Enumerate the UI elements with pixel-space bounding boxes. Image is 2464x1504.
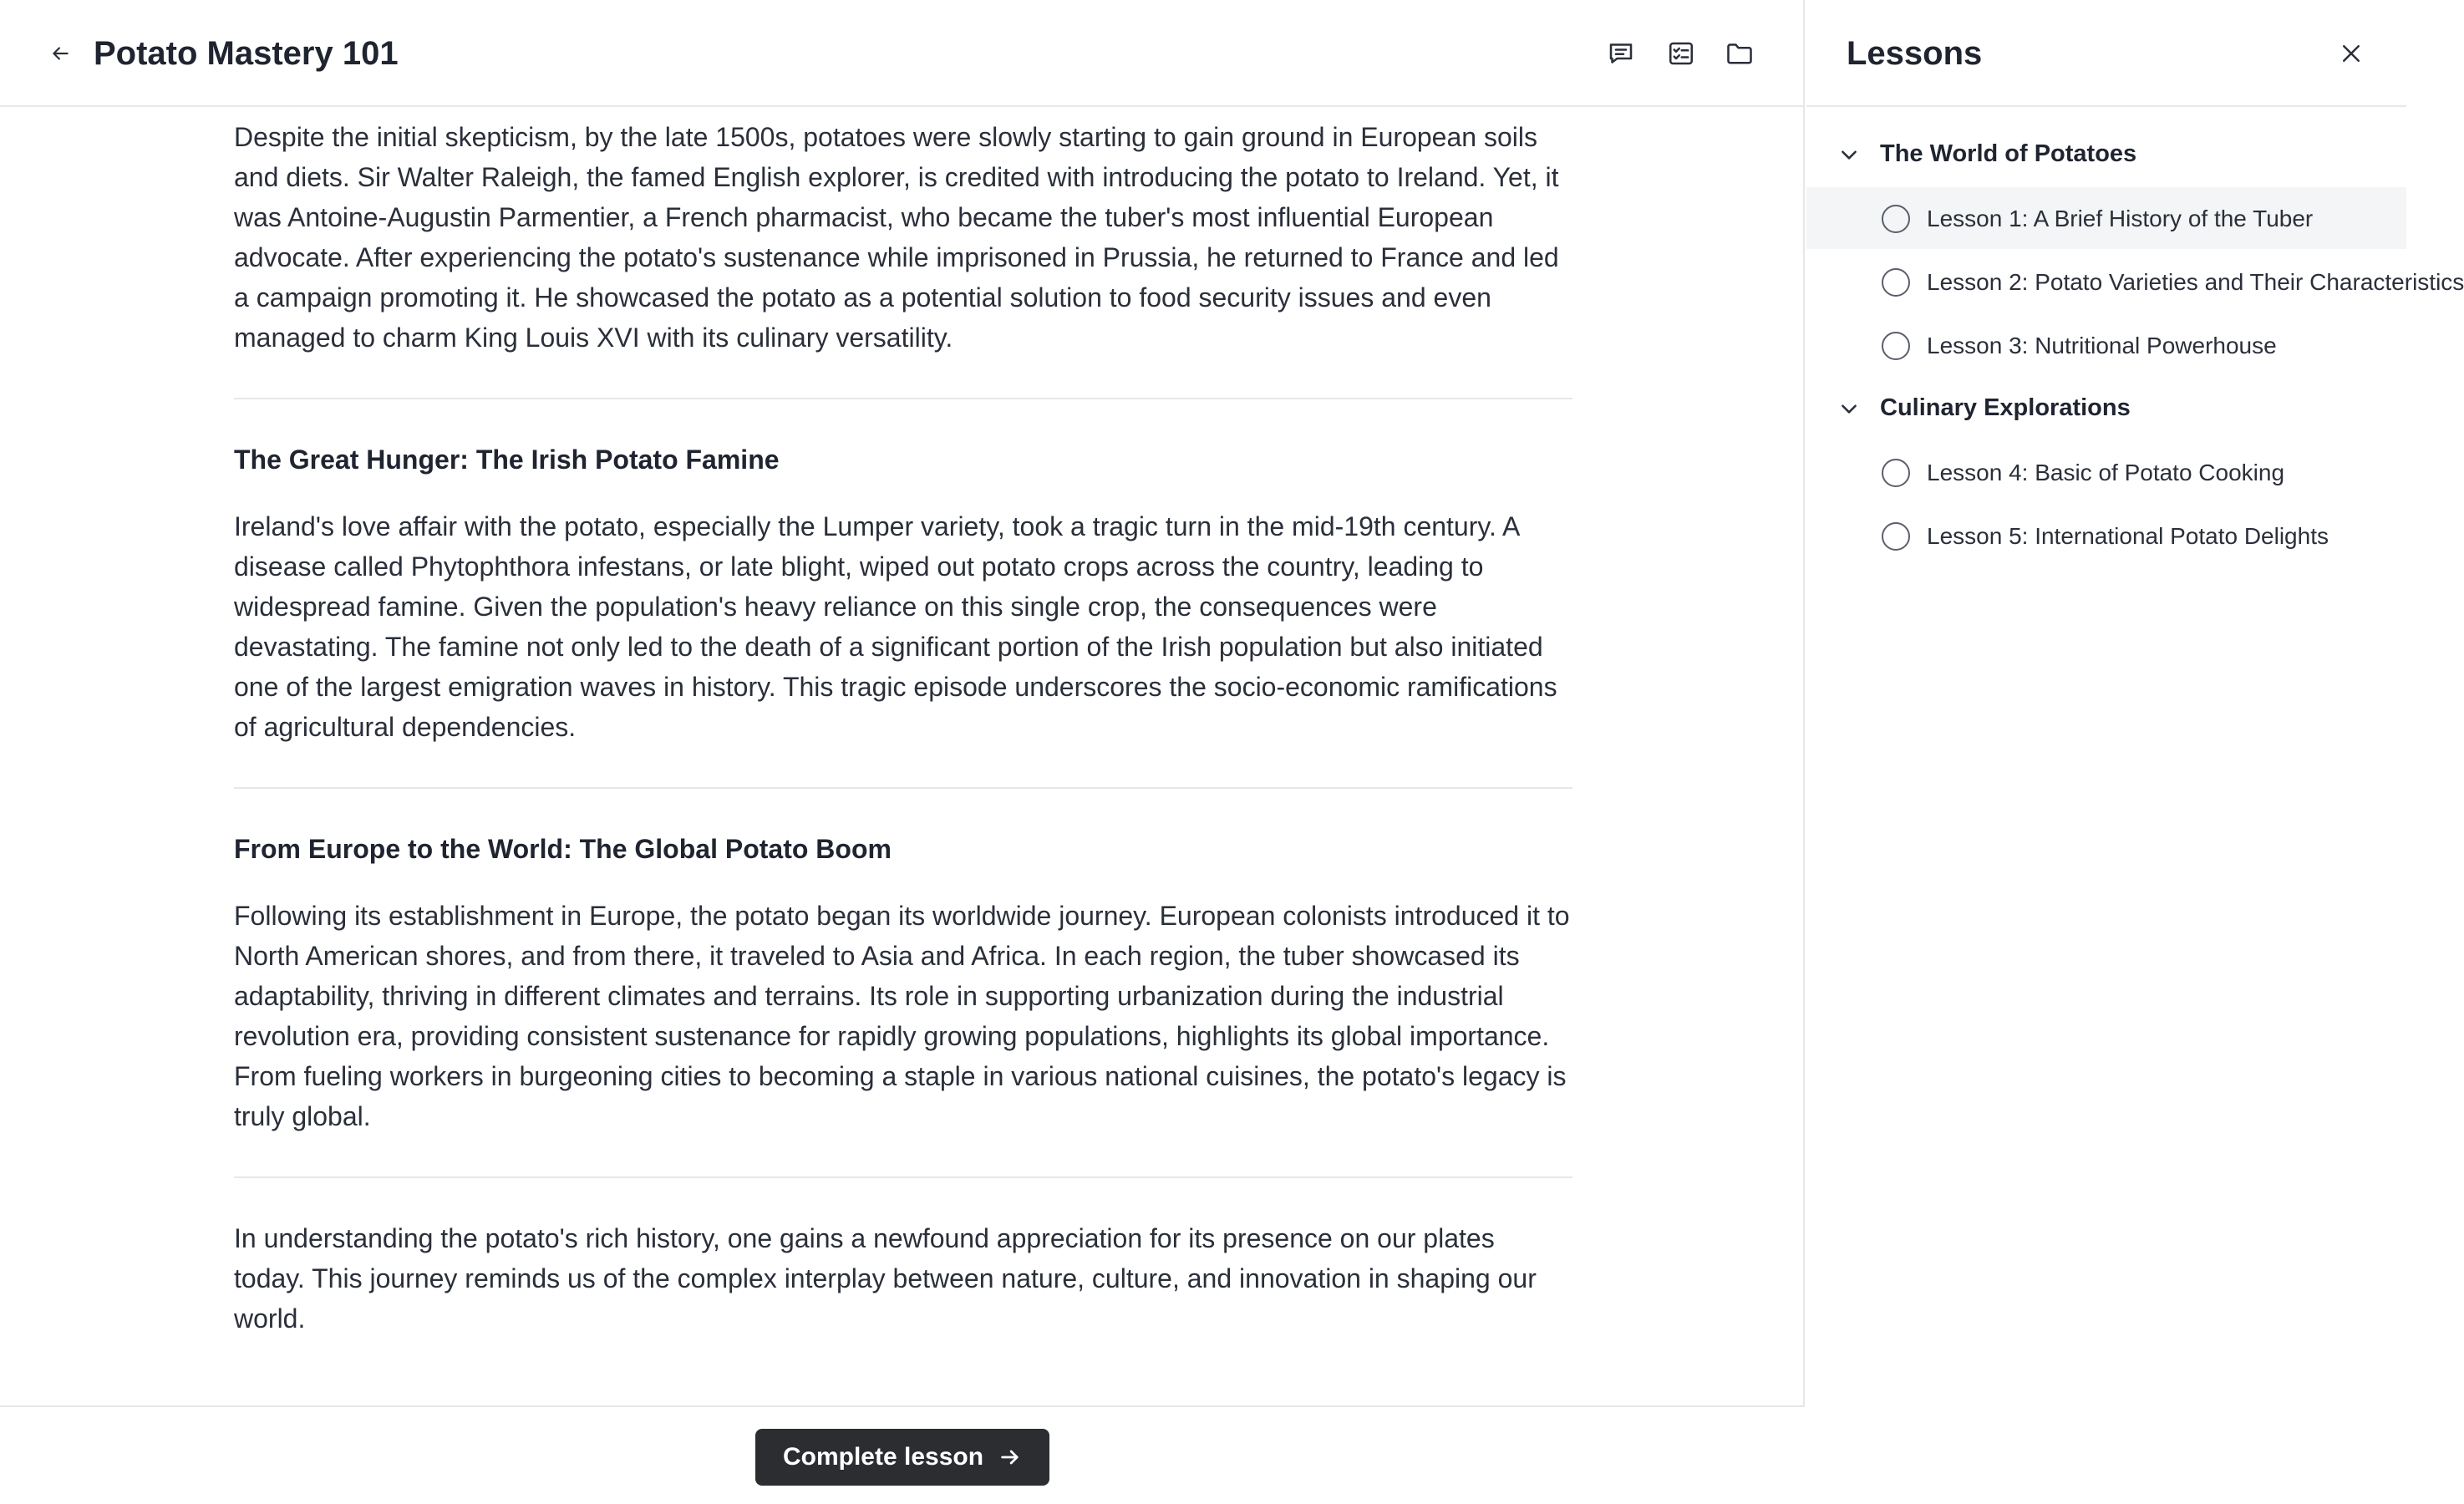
discussion-button[interactable] [1603, 35, 1639, 72]
complete-lesson-label: Complete lesson [782, 1443, 984, 1471]
divider [234, 398, 1572, 399]
checklist-button[interactable] [1663, 35, 1699, 72]
lesson-item-2[interactable] [1806, 251, 2464, 312]
lesson-label: Lesson 3: Nutritional Powerhouse [1927, 333, 2277, 358]
back-button[interactable] [43, 37, 77, 70]
course-title: Potato Mastery 101 [94, 35, 399, 72]
resources-button[interactable] [1721, 35, 1758, 72]
chevron-down-icon [1838, 398, 1860, 419]
lesson-label: Lesson 2: Potato Varieties and Their Characteristics [1927, 269, 2464, 295]
lessons-sidebar [1806, 0, 2464, 1504]
arrow-left-icon [49, 43, 71, 64]
section-title: The World of Potatoes [1880, 140, 2137, 167]
lesson-item-3[interactable] [1806, 314, 2406, 376]
section-heading: From Europe to the World: The Global Potato Boom [234, 834, 892, 864]
section-culinary-explorations[interactable] [1806, 384, 2406, 431]
lesson-status-circle [1882, 268, 1910, 297]
lesson-paragraph: Ireland's love affair with the potato, especially the Lumper variety, took a tragic turn in the mid-19th century. A disease called Phytophthora infestans, or late blight, wiped out potato crops across the country, leading to widespread famine. Given the population's heavy reliance on this single crop, the consequences were devastating. The famine not only led to the death of a significant portion of the Irish population but also initiated one of the largest emigration waves in history. This tragic episode underscores the socio-economic ramifications of agricultural dependencies. [234, 511, 1557, 742]
lesson-item-5[interactable] [1806, 505, 2406, 567]
section-world-of-potatoes[interactable] [1806, 130, 2406, 177]
arrow-right-icon [998, 1446, 1022, 1469]
lesson-footer [0, 1405, 1805, 1504]
close-sidebar-button[interactable] [2333, 35, 2370, 72]
lesson-label: Lesson 5: International Potato Delights [1927, 523, 2329, 549]
lesson-status-circle [1882, 522, 1910, 551]
lesson-paragraph: In understanding the potato's rich history, one gains a newfound appreciation for its presence on our plates today. This journey reminds us of the complex interplay between nature, culture, and innovation in shaping our world. [234, 1223, 1537, 1334]
lesson-label: Lesson 4: Basic of Potato Cooking [1927, 460, 2285, 485]
divider [234, 787, 1572, 789]
divider [234, 1176, 1572, 1178]
chat-icon [1606, 38, 1636, 69]
close-icon [2339, 41, 2364, 66]
section-heading: The Great Hunger: The Irish Potato Famine [234, 445, 780, 475]
lesson-item-4[interactable] [1806, 441, 2406, 503]
chevron-down-icon [1838, 144, 1860, 165]
checklist-icon [1666, 38, 1696, 69]
lesson-status-circle [1882, 459, 1910, 487]
sidebar-title: Lessons [1847, 35, 1983, 72]
lesson-status-circle [1882, 205, 1910, 233]
lesson-status-circle [1882, 332, 1910, 360]
complete-lesson-button[interactable] [755, 1429, 1049, 1486]
lesson-paragraph: Following its establishment in Europe, the potato began its worldwide journey. European colonists introduced it to North American shores, and from there, it traveled to Asia and Africa. In each region, the tuber showcased its adaptability, thriving in different climates and terrains. Its role in supporting urbanization during the industrial revolution era, providing consistent sustenance for rapidly growing populations, highlights its global importance. From fueling workers in burgeoning cities to becoming a staple in various national cuisines, the potato's legacy is truly global. [234, 901, 1570, 1131]
lesson-label: Lesson 1: A Brief History of the Tuber [1927, 206, 2314, 231]
folder-icon [1725, 38, 1755, 69]
top-bar [0, 0, 1805, 107]
lesson-paragraph: Despite the initial skepticism, by the late 1500s, potatoes were slowly starting to gain ground in European soils and diets. Sir Walter Raleigh, the famed English explorer, is credited with introducing the potato to Ireland. Yet, it was Antoine-Augustin Parmentier, a French pharmacist, who became the tuber's most influential European advocate. After experiencing the potato's sustenance while imprisoned in Prussia, he returned to France and led a campaign promoting it. He showcased the potato as a potential solution to food security issues and even managed to charm King Louis XVI with its culinary versatility. [234, 122, 1559, 353]
section-title: Culinary Explorations [1880, 394, 2131, 421]
sidebar-header [1806, 0, 2406, 107]
lesson-item-1[interactable] [1806, 187, 2406, 249]
